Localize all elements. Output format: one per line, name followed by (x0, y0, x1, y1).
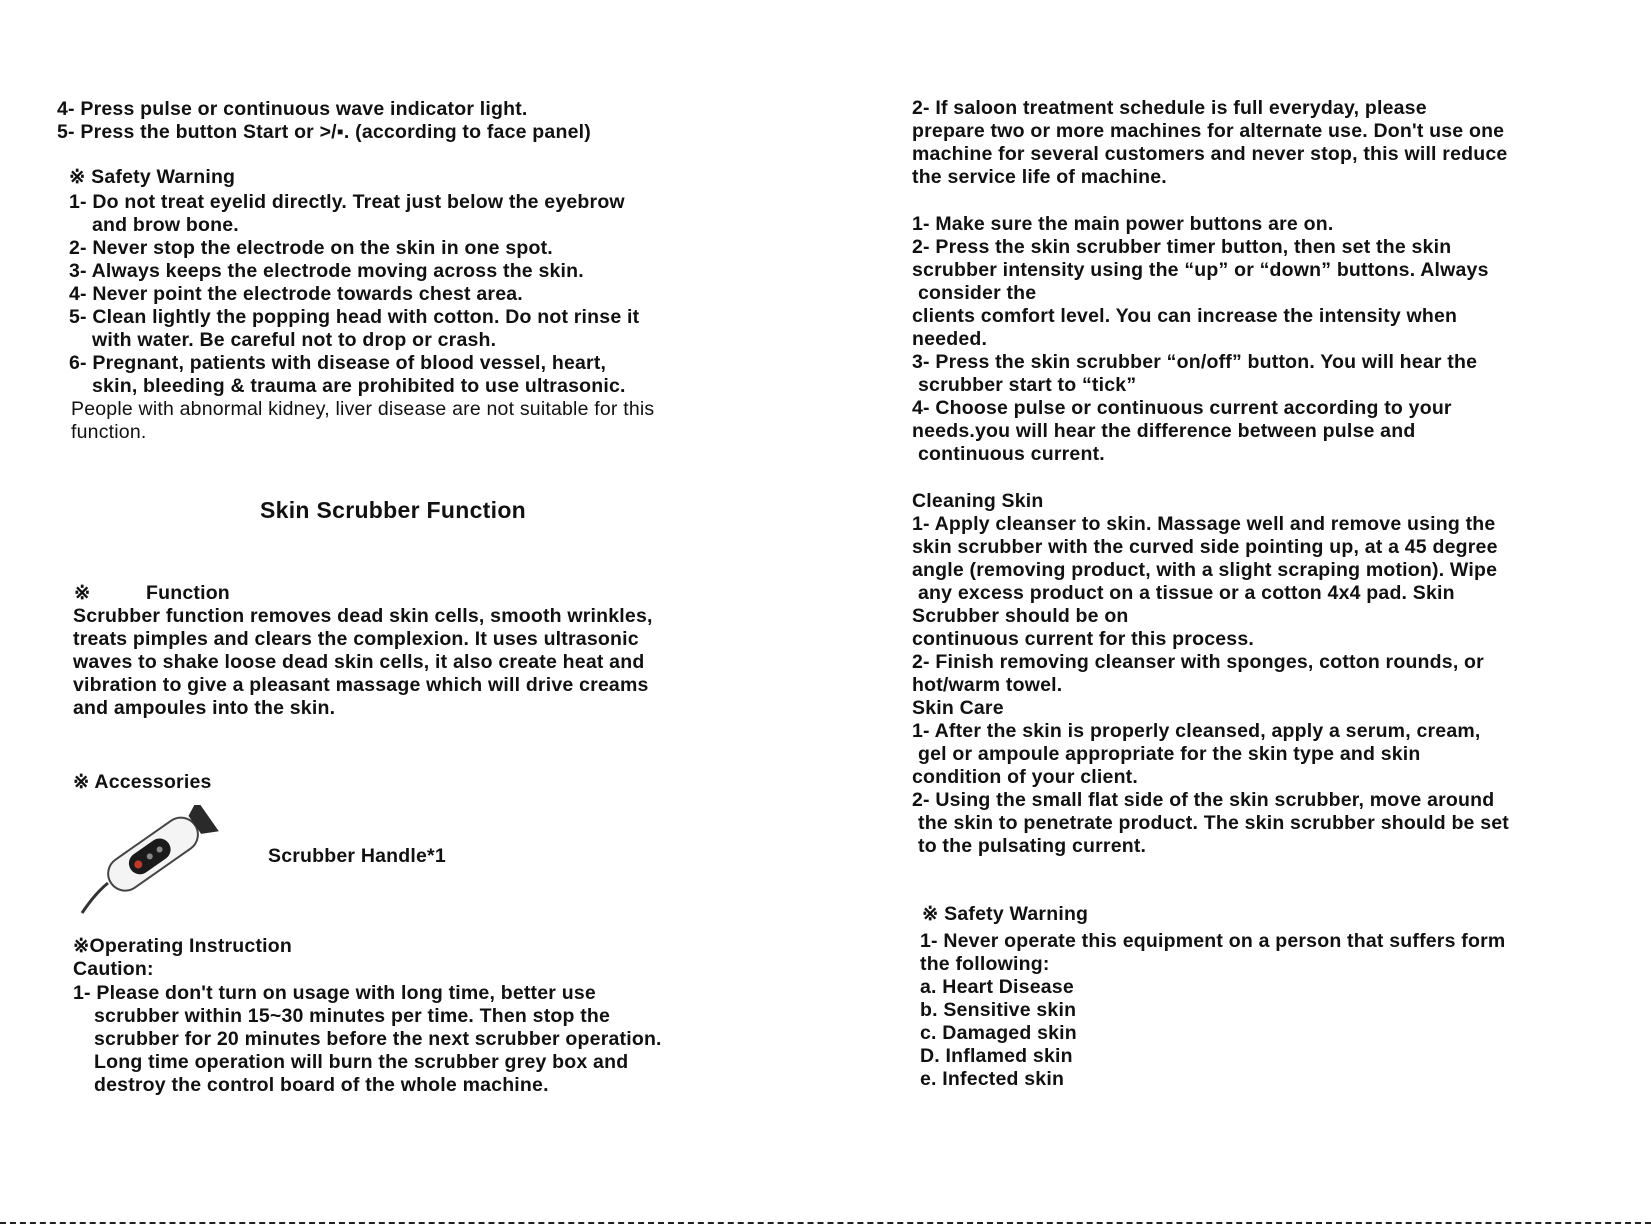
schedule-text: prepare two or more machines for alternate use. Don't use one (912, 120, 1505, 142)
schedule-text: the service life of machine. (912, 166, 1167, 188)
function-text: Scrubber function removes dead skin cells, smooth wrinkles, (73, 605, 653, 627)
setup-step: continuous current. (918, 443, 1105, 465)
function-mark: ※ (74, 582, 91, 604)
cleaning-text: skin scrubber with the curved side pointing up, at a 45 degree (912, 536, 1498, 558)
scrubber-handle-image (80, 805, 225, 915)
cleaning-text: 2- Finish removing cleanser with sponges, cotton rounds, or (912, 651, 1484, 673)
right-safety-text: e. Infected skin (920, 1068, 1065, 1090)
caution-label: Caution: (73, 958, 154, 980)
accessory-label: Scrubber Handle*1 (268, 845, 446, 867)
schedule-text: machine for several customers and never stop, this will reduce (912, 143, 1508, 165)
step-4-text: 4- Press pulse or continuous wave indicator light. (57, 98, 528, 120)
accessories-heading: ※ Accessories (73, 771, 212, 793)
skin-care-heading: Skin Care (912, 697, 1004, 719)
right-safety-text: b. Sensitive skin (920, 999, 1077, 1021)
setup-step: 4- Choose pulse or continuous current according to your (912, 397, 1452, 419)
right-safety-heading: ※ Safety Warning (922, 903, 1089, 925)
safety-item: with water. Be careful not to drop or crash. (92, 329, 497, 351)
caution-item: destroy the control board of the whole machine. (94, 1074, 549, 1096)
care-text: condition of your client. (912, 766, 1138, 788)
care-text: 2- Using the small flat side of the skin scrubber, move around (912, 789, 1495, 811)
care-text: 1- After the skin is properly cleansed, apply a serum, cream, (912, 720, 1481, 742)
right-safety-text: D. Inflamed skin (920, 1045, 1073, 1067)
setup-step: needed. (912, 328, 988, 350)
cleaning-skin-heading: Cleaning Skin (912, 490, 1044, 512)
cleaning-text: hot/warm towel. (912, 674, 1063, 696)
safety-item: 4- Never point the electrode towards chest area. (69, 283, 523, 305)
setup-step: needs.you will hear the difference between pulse and (912, 420, 1416, 442)
setup-step: clients comfort level. You can increase the intensity when (912, 305, 1458, 327)
safety-item: 5- Clean lightly the popping head with cotton. Do not rinse it (69, 306, 640, 328)
caution-item: scrubber within 15~30 minutes per time. Then stop the (94, 1005, 611, 1027)
safety-item: 1- Do not treat eyelid directly. Treat just below the eyebrow (69, 191, 625, 213)
cleaning-text: Scrubber should be on (912, 605, 1129, 627)
safety-item: 2- Never stop the electrode on the skin in one spot. (69, 237, 553, 259)
safety-item: skin, bleeding & trauma are prohibited to use ultrasonic. (92, 375, 626, 397)
section-title: Skin Scrubber Function (260, 497, 527, 523)
step-5-text: 5- Press the button Start or >/▪. (according to face panel) (57, 121, 591, 143)
safety-note: People with abnormal kidney, liver disease are not suitable for this (71, 398, 655, 420)
schedule-text: 2- If saloon treatment schedule is full everyday, please (912, 97, 1427, 119)
function-text: and ampoules into the skin. (73, 697, 336, 719)
care-text: to the pulsating current. (918, 835, 1147, 857)
safety-note: function. (71, 421, 147, 443)
function-text: vibration to give a pleasant massage which will drive creams (73, 674, 649, 696)
safety-item: 6- Pregnant, patients with disease of blood vessel, heart, (69, 352, 607, 374)
cleaning-text: continuous current for this process. (912, 628, 1254, 650)
operating-instruction-heading: ※Operating Instruction (73, 935, 292, 957)
caution-item: 1- Please don't turn on usage with long time, better use (73, 982, 596, 1004)
cleaning-text: angle (removing product, with a slight scraping motion). Wipe (912, 559, 1498, 581)
setup-step: scrubber intensity using the “up” or “down” buttons. Always (912, 259, 1489, 281)
safety-item: and brow bone. (92, 214, 239, 236)
setup-step: 3- Press the skin scrubber “on/off” button. You will hear the (912, 351, 1478, 373)
setup-step: 2- Press the skin scrubber timer button, then set the skin (912, 236, 1452, 258)
bottom-dashed-rule (0, 1222, 1651, 1224)
right-safety-text: c. Damaged skin (920, 1022, 1077, 1044)
setup-step: 1- Make sure the main power buttons are on. (912, 213, 1334, 235)
care-text: gel or ampoule appropriate for the skin type and skin (918, 743, 1421, 765)
setup-step: consider the (918, 282, 1037, 304)
right-safety-text: a. Heart Disease (920, 976, 1074, 998)
function-heading: Function (146, 582, 230, 604)
safety-warning-heading: ※ Safety Warning (69, 166, 236, 188)
function-text: waves to shake loose dead skin cells, it also create heat and (73, 651, 645, 673)
function-text: treats pimples and clears the complexion. It uses ultrasonic (73, 628, 639, 650)
safety-item: 3- Always keeps the electrode moving across the skin. (69, 260, 584, 282)
right-safety-text: 1- Never operate this equipment on a person that suffers form (920, 930, 1506, 952)
caution-item: scrubber for 20 minutes before the next scrubber operation. (94, 1028, 662, 1050)
caution-item: Long time operation will burn the scrubber grey box and (94, 1051, 629, 1073)
cleaning-text: 1- Apply cleanser to skin. Massage well and remove using the (912, 513, 1496, 535)
cleaning-text: any excess product on a tissue or a cotton 4x4 pad. Skin (918, 582, 1455, 604)
setup-step: scrubber start to “tick” (918, 374, 1137, 396)
right-safety-text: the following: (920, 953, 1050, 975)
care-text: the skin to penetrate product. The skin scrubber should be set (918, 812, 1510, 834)
